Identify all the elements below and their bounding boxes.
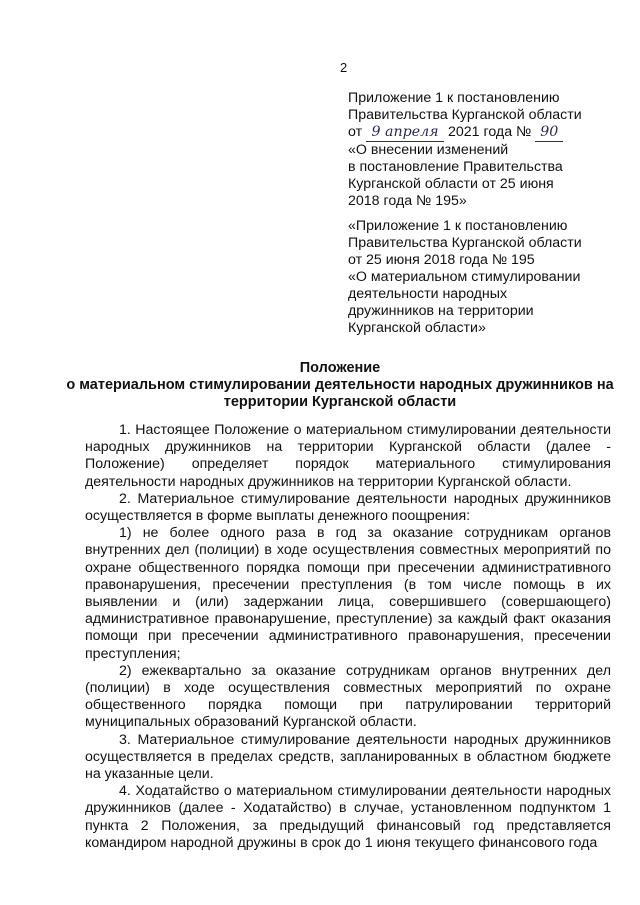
annex-line: Правительства Курганской области: [348, 235, 582, 251]
annex-line: Курганской области»: [348, 320, 486, 336]
paragraph: 1) не более одного раза в год за оказание сотрудникам органов внутренних дел (полиции) в ходе осуществления совместных мероприятий по охране общественного порядка помощи при пресечении административного правонарушения, пресечении преступления (в том числе помощь в их выявлении и (или) задержании лица, совершившего (совершающего) административное правонарушение, преступление) за каждый факт оказания помощи при пресечении административного правонарушения, пресечении преступления;: [85, 525, 611, 662]
handwritten-date: 9 апреля: [366, 124, 444, 142]
annex-line: дружинников на территории: [348, 303, 534, 319]
paragraph: 3. Материальное стимулирование деятельности народных дружинников осуществляется в пределах средств, запланированных в областном бюджете на указанные цели.: [85, 731, 611, 783]
annex-line: «Приложение 1 к постановлению: [348, 218, 568, 234]
title-line: Положение: [299, 360, 381, 376]
paragraph: 2. Материальное стимулирование деятельности народных дружинников осуществляется в форме выплаты денежного поощрения:: [85, 490, 611, 525]
paragraph: 2) ежеквартально за оказание сотрудникам органов внутренних дел (полиции) в ходе осуществления совместных мероприятий по охране общественного порядка помощи при патрулировании территорий муниципальных образований Курганской области.: [85, 662, 611, 731]
annex-line: «О внесении изменений: [348, 142, 509, 158]
page-number: 2: [340, 60, 348, 75]
annex-line: Курганской области от 25 июня: [348, 176, 554, 192]
date-prefix: от: [348, 124, 363, 140]
annex-line: Правительства Курганской области: [348, 107, 582, 123]
document-body: [85, 422, 611, 852]
title-line: о материальном стимулировании деятельности народных дружинников на: [66, 377, 614, 393]
annex-header-current: [348, 90, 618, 210]
annex-line: «О материальном стимулировании: [348, 269, 581, 285]
annex-line: 2018 года № 195»: [348, 193, 467, 209]
paragraph: 4. Ходатайство о материальном стимулировании деятельности народных дружинников (далее - Ходатайство) в случае, установленном подпунктом 1 пункта 2 Положения, за предыдущий финансовый год представляется командиром народной дружины в срок до 1 июня текущего финансового года: [85, 783, 611, 851]
year-text: 2021 года №: [447, 124, 532, 140]
paragraph: 1. Настоящее Положение о материальном стимулировании деятельности народных дружинников на территории Курганской области (далее - Положение) определяет порядок материального стимулирования деятельности народных дружинников на территории Курганской области.: [85, 422, 611, 490]
annex-date-line: [348, 124, 618, 142]
annex-line: деятельности народных: [348, 286, 508, 302]
document-title: [40, 360, 640, 411]
annex-header-original: [348, 218, 618, 337]
title-line: территории Курганской области: [223, 394, 457, 410]
annex-line: в постановление Правительства: [348, 159, 563, 175]
annex-line: Приложение 1 к постановлению: [348, 90, 560, 106]
annex-line: от 25 июня 2018 года № 195: [348, 252, 535, 268]
handwritten-number: 90: [535, 124, 563, 142]
